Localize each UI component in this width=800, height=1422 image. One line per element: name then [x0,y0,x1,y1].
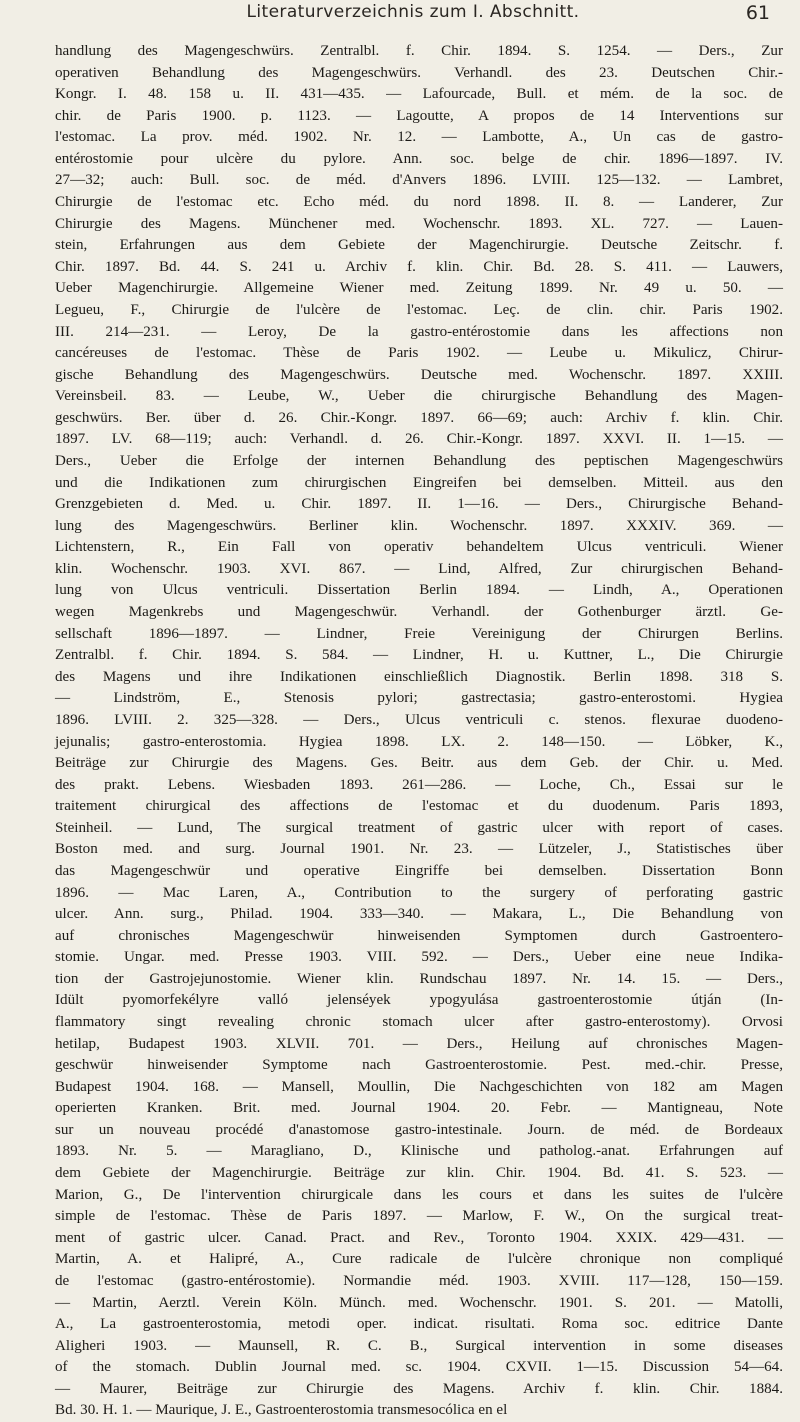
text-line: handlung des Magengeschwürs. Zentralbl. f. Chir. 1894. S. 1254. — Ders., Zur [55,43,783,59]
text-line: Beiträge zur Chirurgie des Magens. Ges. Beitr. aus dem Geb. der Chir. u. Med. [55,755,783,772]
text-line: Vereinsbeil. 83. — Leube, W., Ueber die chirurgische Behandlung des Magen- [55,388,783,405]
text-line: operativen Behandlung des Magengeschwürs. Verhandl. des 23. Deutschen Chir.- [55,64,783,81]
text-line: of the stomach. Dublin Journal med. sc. 1904. CXVII. 1—15. Discussion 54—64. [55,1359,783,1376]
text-line: sur un nouveau procédé d'anastomose gastro-intestinale. Journ. de méd. de Bordeaux [55,1121,783,1138]
text-line: Martin, A. et Halipré, A., Cure radicale de l'ulcère chronique non compliqué [55,1251,783,1268]
text-line: Budapest 1904. 168. — Mansell, Moullin, Die Nachgeschichten von 182 am Magen [55,1078,783,1095]
text-line: ulcer. Ann. surg., Philad. 1904. 333—340. — Makara, L., Die Behandlung von [55,906,783,923]
text-line: Chir. 1897. Bd. 44. S. 241 u. Archiv f. klin. Chir. Bd. 28. S. 411. — Lauwers, [55,258,783,275]
text-line: Marion, G., De l'intervention chirurgicale dans les cours et dans les suites de l'ulcère [55,1186,783,1203]
text-line: cancéreuses de l'estomac. Thèse de Paris 1902. — Leube u. Mikulicz, Chirur- [55,345,783,362]
text-line: 1896. LVIII. 2. 325—328. — Ders., Ulcus ventriculi c. stenos. flexurae duodeno- [55,711,783,728]
text-line: Steinheil. — Lund, The surgical treatment of gastric ulcer with report of cases. [55,819,783,836]
text-line: auf chronisches Magengeschwür hinweisenden Symptomen durch Gastroentero- [55,927,783,944]
text-line: geschwür hinweisender Symptome nach Gastroenterostomie. Pest. med.-chir. Presse, [55,1057,783,1074]
text-line: entérostomie pour ulcère du pylore. Ann. soc. belge de chir. 1896—1897. IV. [55,150,783,167]
text-line: Ders., Ueber die Erfolge der internen Behandlung des peptischen Magengeschwürs [55,452,783,469]
text-line: 1897. LV. 68—119; auch: Verhandl. d. 26. Chir.-Kongr. 1897. XXVI. II. 1—15. — [55,431,783,448]
text-line: Chirurgie des Magens. Münchener med. Wochenschr. 1893. XL. 727. — Lauen- [55,215,783,232]
text-line: operierten Kranken. Brit. med. Journal 1904. 20. Febr. — Mantigneau, Note [55,1100,783,1117]
page-number: 61 [745,2,770,24]
text-line: traitement chirurgical des affections de l'estomac et du duodenum. Paris 1893, [55,798,783,815]
text-line: ment of gastric ulcer. Canad. Pract. and Rev., Toronto 1904. XXIX. 429—431. — [55,1229,783,1246]
text-line: Ueber Magenchirurgie. Allgemeine Wiener med. Zeitung 1899. Nr. 49 u. 50. — [55,280,783,297]
text-line: klin. Wochenschr. 1903. XVI. 867. — Lind, Alfred, Zur chirurgischen Behand- [55,560,783,577]
text-line: 1893. Nr. 5. — Maragliano, D., Klinische und patholog.-anat. Erfahrungen auf [55,1143,783,1160]
text-line: Boston med. and surg. Journal 1901. Nr. 23. — Lützeler, J., Statistisches über [55,841,783,858]
text-line: Chirurgie de l'estomac etc. Echo méd. du nord 1898. II. 8. — Landerer, Zur [55,194,783,211]
text-line: geschwürs. Ber. über d. 26. Chir.-Kongr. 1897. 66—69; auch: Archiv f. klin. Chir. [55,409,783,426]
text-line: dem Gebiete der Magenchirurgie. Beiträge zur klin. Chir. 1904. Bd. 41. S. 523. — [55,1165,783,1182]
text-line: 1896. — Mac Laren, A., Contribution to the surgery of perforating gastric [55,884,783,901]
bibliography-text [55,41,783,1422]
text-line: flammatory singt revealing chronic stomach ulcer after gastro-enterostomy). Orvosi [55,1014,783,1031]
running-head [56,2,770,26]
text-line: l'estomac. La prov. méd. 1902. Nr. 12. — Lambotte, A., Un cas de gastro- [55,129,783,146]
text-line: chir. de Paris 1900. p. 1123. — Lagoutte, A propos de 14 Interventions sur [55,107,783,124]
text-line: stomie. Ungar. med. Presse 1903. VIII. 592. — Ders., Ueber eine neue Indika- [55,949,783,966]
text-line: und die Indikationen zum chirurgischen Eingreifen bei demselben. Mitteil. aus den [55,474,783,491]
text-line: hetilap, Budapest 1903. XLVII. 701. — Ders., Heilung auf chronisches Magen- [55,1035,783,1052]
text-line: gische Behandlung des Magengeschwürs. Deutsche med. Wochenschr. 1897. XXIII. [55,366,783,383]
text-line: wegen Magenkrebs und Magengeschwür. Verhandl. der Gothenburger ärztl. Ge- [55,604,783,621]
text-line: — Lindström, E., Stenosis pylori; gastrectasia; gastro-enterostomi. Hygiea [55,690,783,707]
text-line: Kongr. I. 48. 158 u. II. 431—435. — Lafourcade, Bull. et mém. de la soc. de [55,86,783,103]
text-line: A., La gastroenterostomia, metodi oper. indicat. risultati. Roma soc. editrice Dante [55,1316,783,1333]
text-line: tion der Gastrojejunostomie. Wiener klin. Rundschau 1897. Nr. 14. 15. — Ders., [55,970,783,987]
text-line: — Maurer, Beiträge zur Chirurgie des Magens. Archiv f. klin. Chir. 1884. [55,1380,783,1397]
text-line: jejunalis; gastro-enterostomia. Hygiea 1898. LX. 2. 148—150. — Löbker, K., [55,733,783,750]
text-line: sellschaft 1896—1897. — Lindner, Freie Vereinigung der Chirurgen Berlins. [55,625,783,642]
text-line: lung des Magengeschwürs. Berliner klin. Wochenschr. 1897. XXXIV. 369. — [55,517,783,534]
text-line: 27—32; auch: Bull. soc. de méd. d'Anvers 1896. LVIII. 125—132. — Lambret, [55,172,783,189]
text-line: lung von Ulcus ventriculi. Dissertation Berlin 1894. — Lindh, A., Operationen [55,582,783,599]
text-line: Lichtenstern, R., Ein Fall von operativ behandeltem Ulcus ventriculi. Wiener [55,539,783,556]
text-line: simple de l'estomac. Thèse de Paris 1897. — Marlow, F. W., On the surgical treat- [55,1208,783,1225]
text-line: Bd. 30. H. 1. — Maurique, J. E., Gastroenterostomia transmesocólica en el [55,1402,508,1419]
text-line: de l'estomac (gastro-entérostomie). Normandie méd. 1903. XVIII. 117—128, 150—159. [55,1272,783,1289]
text-line: des Magens und ihre Indikationen einschließlich Diagnostik. Berlin 1898. 318 S. [55,668,783,685]
text-line: des prakt. Lebens. Wiesbaden 1893. 261—286. — Loche, Ch., Essai sur le [55,776,783,793]
text-line: das Magengeschwür und operative Eingriffe bei demselben. Dissertation Bonn [55,862,783,879]
text-line: stein, Erfahrungen aus dem Gebiete der Magenchirurgie. Deutsche Zeitschr. f. [55,237,783,254]
text-line: III. 214—231. — Leroy, De la gastro-entérostomie dans les affections non [55,323,783,340]
running-title: Literaturverzeichnis zum I. Abschnitt. [246,2,580,22]
text-line: Idült pyomorfekélyre valló jelenséyek ypogyulása gastroenterostomie útján (In- [55,992,783,1009]
text-line: Aligheri 1903. — Maunsell, R. C. B., Surgical intervention in some diseases [55,1337,783,1354]
text-line: Grenzgebieten d. Med. u. Chir. 1897. II. 1—16. — Ders., Chirurgische Behand- [55,496,783,513]
text-line: Zentralbl. f. Chir. 1894. S. 584. — Lindner, H. u. Kuttner, L., Die Chirurgie [55,647,783,664]
text-line: Legueu, F., Chirurgie de l'ulcère de l'estomac. Leç. de clin. chir. Paris 1902. [55,301,783,318]
text-line: — Martin, Aerztl. Verein Köln. Münch. med. Wochenschr. 1901. S. 201. — Matolli, [55,1294,783,1311]
